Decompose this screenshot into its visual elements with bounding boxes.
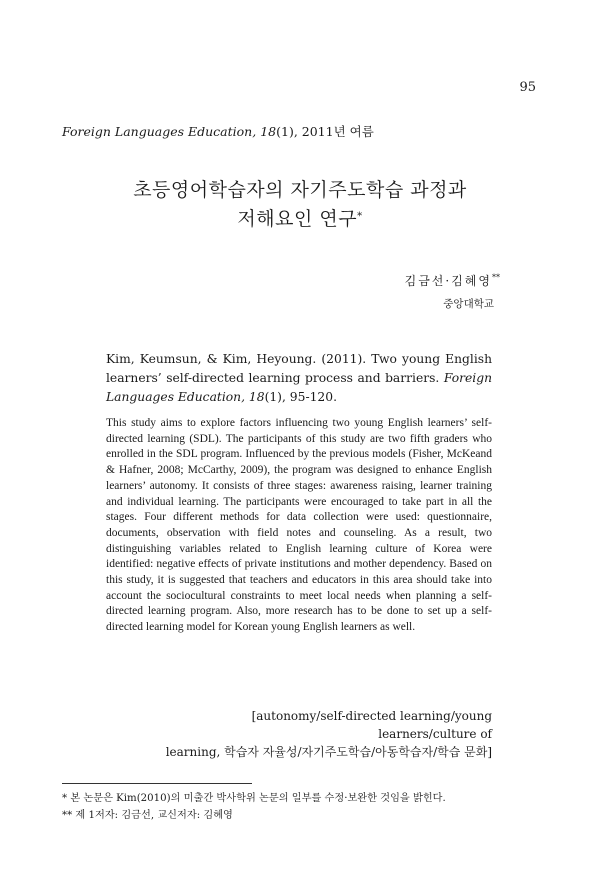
title-footnote-mark: * <box>357 211 363 222</box>
citation-journal: Foreign Languages Education, 18 <box>106 371 492 404</box>
author-names-text: 김금선·김혜영 <box>404 274 492 288</box>
citation-authors: Kim, Keumsun, & Kim, Heyoung. (2011). Two young English learners’ self-directed learning process and barriers. <box>106 352 492 385</box>
author-affiliation: 중앙대학교 <box>443 298 494 310</box>
article-title-line-1: 초등영어학습자의 자기주도학습 과정과 <box>133 179 467 201</box>
journal-title: Foreign Languages Education, <box>62 124 257 139</box>
footnote-2: ** 제 1저자: 김금선, 교신저자: 김혜영 <box>62 810 233 821</box>
keywords <box>150 707 492 761</box>
journal-header <box>62 122 374 140</box>
article-title <box>100 176 500 234</box>
citation <box>106 350 492 407</box>
footnotes <box>62 790 532 824</box>
abstract-body: This study aims to explore factors influencing two young English learners’ self-directed learning (SDL). The participants of this study are two fifth graders who enrolled in the SDL program. Influenced by the previous models (Fisher, McKeand & Hafner, 2008; McCarthy, 2009), the program was designed to enhance English learners’ autonomy. It consists of three stages: awareness raising, learner training and individual learning. The participants were encouraged to take part in all the stages. Four different methods for data collection were used: questionnaire, documents, observation with field notes and counseling. As a result, two distinguishing variables related to English learning culture of Korea were identified: negative effects of private institutions and mother dependency. Based on this study, it is suggested that teachers and educators in this area should take into account the sociocultural constraints to meet local needs when planning a self-directed learning program. Also, more research has to be done to set up a self-directed learning model for Korean young English learners as well. <box>106 417 492 634</box>
footnote-divider <box>62 783 252 784</box>
article-title-line-2: 저해요인 연구 <box>237 208 358 230</box>
author-names <box>300 272 500 289</box>
keywords-line-2: learning, 학습자 자율성/자기주도학습/아동학습자/학습 문화] <box>165 745 492 759</box>
footnote-1: * 본 논문은 Kim(2010)의 미출간 박사학위 논문의 일부를 수정·보완한 것임을 밝힌다. <box>62 793 446 804</box>
author-footnote-mark: ** <box>492 273 500 282</box>
page-number: 95 <box>519 80 536 95</box>
citation-pages: (1), 95-120. <box>264 390 337 404</box>
journal-issue: (1), 2011년 여름 <box>276 124 374 139</box>
keywords-line-1: [autonomy/self-directed learning/young learners/culture of <box>251 709 492 741</box>
journal-volume: 18 <box>256 124 277 139</box>
